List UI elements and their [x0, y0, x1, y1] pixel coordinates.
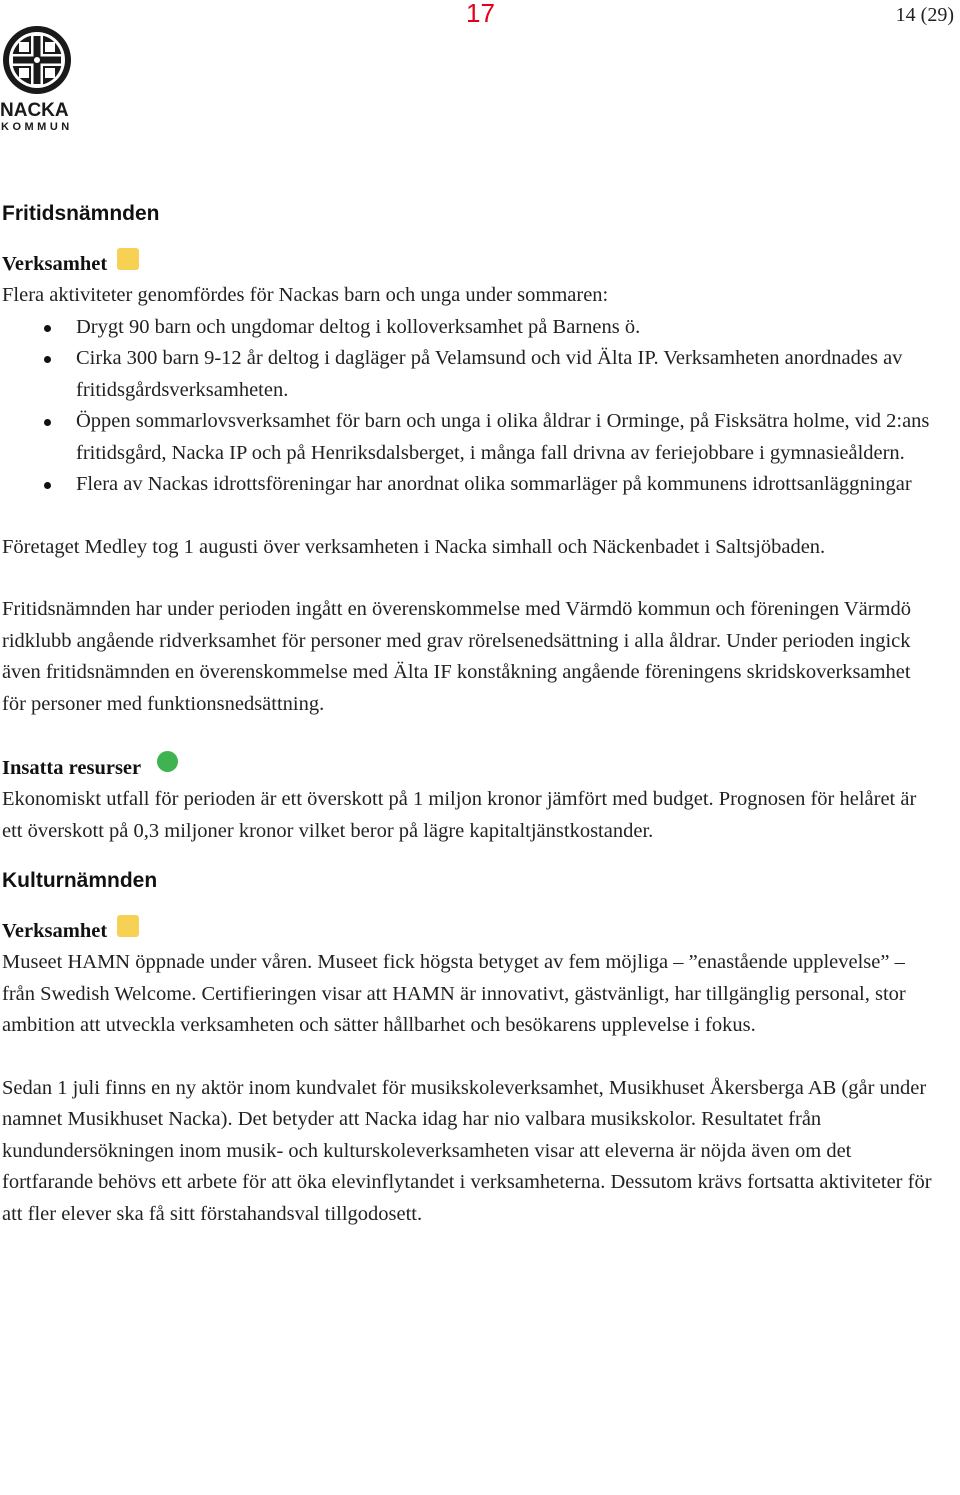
page-count: 14 (29)	[895, 4, 954, 26]
status-yellow-icon	[117, 915, 139, 937]
subheading-verksamhet-fritid	[2, 248, 932, 280]
paragraph-musikskolor: Sedan 1 juli finns en ny aktör inom kundvalet för musikskoleverksamhet, Musikhuset Åkersberga AB (går under namnet Musikhuset Nacka). Det betyder att Nacka idag har nio valbara musikskolor. Resultatet från kundundersökningen inom musik- och kulturskoleverksamheten visar att eleverna är nöjda även om det fortfarande behövs ett arbete för att öka elevinflytandet i verksamheterna. Dessutom krävs fortsatta aktiviteter för att fler elever ska få sitt förstahandsval tillgodosett.	[2, 1076, 932, 1225]
paragraph-hamn: Museet HAMN öppnade under våren. Museet fick högsta betyget av fem möjliga – ”enastående upplevelse” – från Swedish Welcome. Certifieringen visar att HAMN är innovativt, gästvänligt, har tillgänglig personal, stor ambition att utveckla verksamheten och sätter hållbarhet och besökarens upplevelse i fokus.	[2, 951, 906, 1036]
page-content	[2, 196, 932, 1230]
section-title-kultur: Kulturnämnden	[2, 869, 158, 892]
nacka-kommun-logo	[0, 24, 76, 134]
red-page-number: 17	[466, 0, 495, 28]
status-green-icon	[157, 751, 178, 772]
status-yellow-icon	[117, 248, 139, 270]
subheading-label: Verksamhet	[2, 919, 108, 942]
intro-text: Flera aktiviteter genomfördes för Nackas barn och unga under sommaren:	[2, 284, 609, 306]
paragraph-medley: Företaget Medley tog 1 augusti över verksamheten i Nacka simhall och Näckenbadet i Saltsjöbaden.	[2, 535, 826, 558]
subheading-verksamhet-kultur	[2, 915, 932, 947]
list-item: Drygt 90 barn och ungdomar deltog i kolloverksamhet på Barnens ö.	[76, 312, 932, 344]
paragraph-agreements: Fritidsnämnden har under perioden ingått en överenskommelse med Värmdö kommun och föreningen Värmdö ridklubb angående ridverksamhet för personer med grav rörelsenedsättning i alla åldrar. Under perioden ingick även fritidsnämnden en överenskommelse med Älta IF konståkning angående föreningens skridskoverksamhet för personer med funktionsnedsättning.	[2, 598, 911, 715]
activity-list	[2, 312, 932, 501]
list-item: Flera av Nackas idrottsföreningar har anordnat olika sommarläger på kommunens idrottsanläggningar	[76, 469, 932, 501]
section-title-fritid: Fritidsnämnden	[2, 202, 160, 225]
paragraph-resurser: Ekonomiskt utfall för perioden är ett överskott på 1 miljon kronor jämfört med budget. Prognosen för helåret är ett överskott på 0,3 miljoner kronor vilket beror på lägre kapitaltjänstkostander.	[2, 788, 917, 842]
list-item: Cirka 300 barn 9-12 år deltog i dagläger på Velamsund och vid Älta IP. Verksamheten anordnades av fritidsgårdsverksamheten.	[76, 343, 932, 406]
svg-text:KOMMUN: KOMMUN	[1, 121, 73, 133]
svg-text:NACKA: NACKA	[0, 100, 69, 121]
subheading-insatta-resurser	[2, 751, 932, 784]
subheading-label: Insatta resurser	[2, 756, 142, 779]
list-item: Öppen sommarlovsverksamhet för barn och unga i olika åldrar i Orminge, på Fisksätra holme, vid 2:ans fritidsgård, Nacka IP och på Henriksdalsberget, i många fall drivna av feriejobbare i gymnasieåldern.	[76, 406, 932, 469]
subheading-label: Verksamhet	[2, 252, 108, 275]
